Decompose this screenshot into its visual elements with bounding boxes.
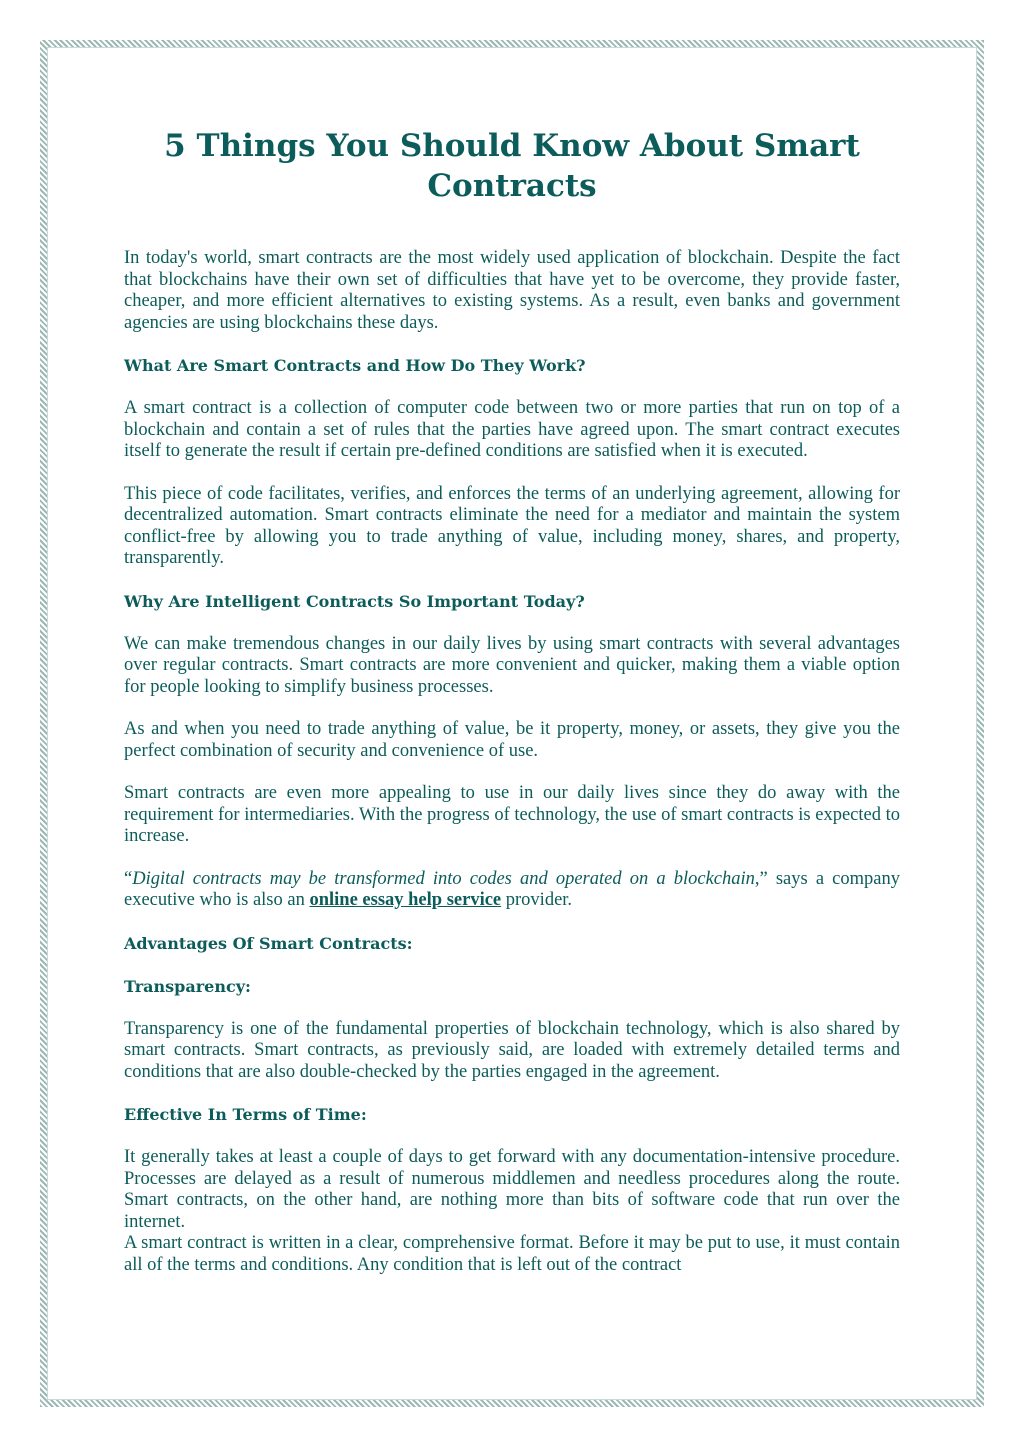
- quote-text: Digital contracts may be transformed into codes and operated on a blockchain: [132, 868, 755, 889]
- quote-paragraph: [124, 869, 900, 912]
- page-title: 5 Things You Should Know About Smart Contracts: [164, 128, 860, 204]
- paragraph: Smart contracts are even more appealing to use in our daily lives since they do away with the requirement for intermediaries. With the progress of technology, the use of smart contracts is expected to increase.: [124, 783, 901, 846]
- paragraph: It generally takes at least a couple of days to get forward with any documentation-intensive procedure. Processes are delayed as a result of numerous middlemen and needless procedures along the route. Smart contracts, on the other hand, are nothing more than bits of software code that run over the internet.: [124, 1147, 900, 1232]
- paragraph: A smart contract is a collection of computer code between two or more parties that run on top of a blockchain and contain a set of rules that the parties have agreed upon. The smart contract executes itself to generate the result if certain pre-defined conditions are satisfied when it is executed.: [124, 398, 900, 461]
- document-body: [124, 118, 900, 1297]
- quote-attribution: ,” says a company executive who is also an: [124, 868, 900, 910]
- section-heading-why-important: Why Are Intelligent Contracts So Important Today?: [124, 591, 585, 611]
- paragraph: This piece of code facilitates, verifies, and enforces the terms of an underlying agreement, allowing for decentralized automation. Smart contracts eliminate the need for a mediator and maintain the system conflict-free by allowing you to trade anything of value, including money, shares, and property, transparently.: [124, 483, 900, 568]
- section-heading-advantages: Advantages Of Smart Contracts:: [124, 933, 413, 953]
- paragraph: As and when you need to trade anything of value, be it property, money, or assets, they give you the perfect combination of security and convenience of use.: [124, 719, 900, 761]
- paragraph: Transparency is one of the fundamental properties of blockchain technology, which is also shared by smart contracts. Smart contracts, as previously said, are loaded with extremely detailed terms and conditions that are also double-checked by the parties engaged in the agreement.: [124, 1018, 900, 1082]
- subheading-transparency: Transparency:: [124, 976, 251, 996]
- section-heading-what-are-smart-contracts: What Are Smart Contracts and How Do They Work?: [124, 356, 586, 375]
- subheading-effective-time: Effective In Terms of Time:: [124, 1105, 367, 1124]
- quote-open-mark: “: [124, 868, 133, 889]
- intro-paragraph: In today's world, smart contracts are the most widely used application of blockchain. Despite the fact that blockchains have their own set of difficulties that have yet to be overcome, they provide faster, cheaper, and more efficient alternatives to existing systems. As a result, even banks and government agencies are using blockchains these days.: [124, 248, 900, 333]
- paragraph: A smart contract is written in a clear, comprehensive format. Before it may be put to use, it must contain all of the terms and conditions. Any condition that is left out of the contract: [124, 1233, 900, 1275]
- essay-help-link[interactable]: online essay help service: [309, 890, 502, 910]
- paragraph: We can make tremendous changes in our daily lives by using smart contracts with several advantages over regular contracts. Smart contracts are more convenient and quicker, making them a viable option for people looking to simplify business processes.: [124, 633, 900, 697]
- quote-end: provider.: [501, 890, 573, 910]
